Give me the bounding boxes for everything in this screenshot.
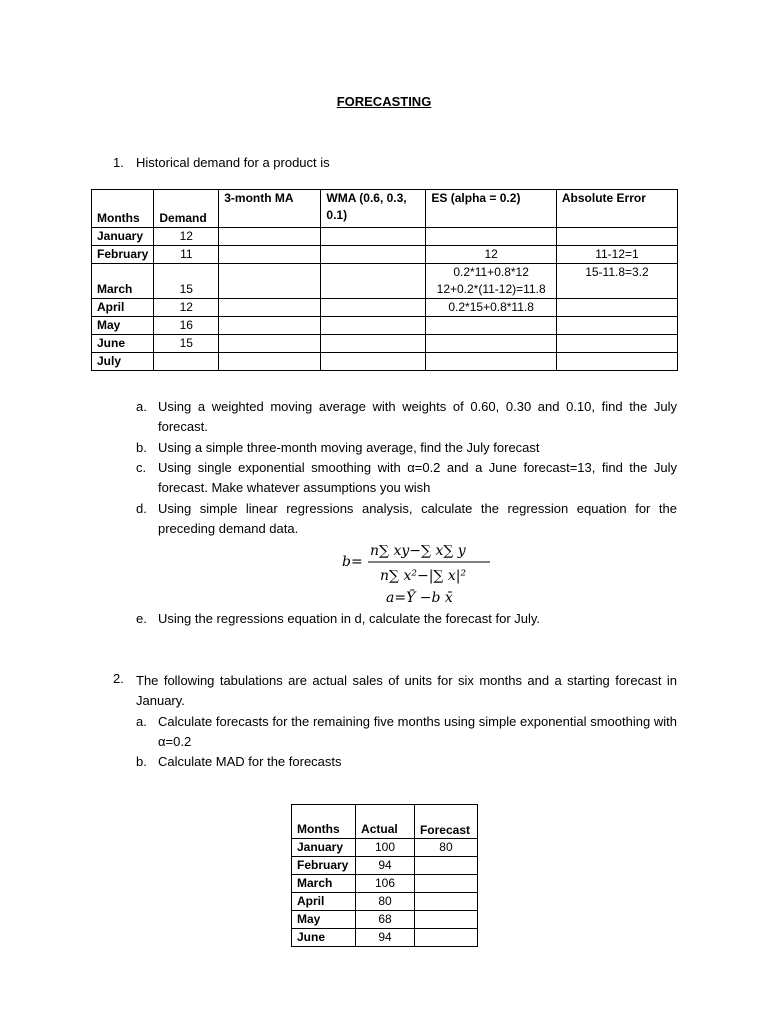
- page-title: FORECASTING: [336, 94, 432, 109]
- header-actual: Actual: [356, 805, 415, 839]
- table-row: [92, 299, 678, 317]
- cell-actual: 94: [356, 857, 415, 875]
- item-label: a.: [136, 714, 147, 729]
- table-row: [292, 857, 478, 875]
- cell-error: [556, 299, 677, 317]
- cell-month: June: [92, 335, 154, 353]
- item-text: Calculate forecasts for the remaining five months using simple exponential smoothing with α=0.2: [158, 714, 677, 749]
- header-wma: WMA (0.6, 0.3, 0.1): [321, 190, 426, 228]
- table-row: [92, 228, 678, 246]
- q1-demand-table: [91, 189, 678, 371]
- cell-month: June: [292, 929, 356, 947]
- header-months: Months: [292, 805, 356, 839]
- cell-es: 0.2*15+0.8*11.8: [426, 299, 556, 317]
- cell-actual: 100: [356, 839, 415, 857]
- cell-month: March: [92, 264, 154, 299]
- cell-error: [556, 228, 677, 246]
- cell-forecast: 80: [414, 839, 477, 857]
- q1-item-b: [136, 438, 677, 458]
- cell-ma: [219, 264, 321, 299]
- header-forecast: Forecast: [414, 805, 477, 839]
- cell-actual: 94: [356, 929, 415, 947]
- cell-wma: [321, 317, 426, 335]
- cell-actual: 68: [356, 911, 415, 929]
- cell-month: April: [92, 299, 154, 317]
- table-row: [292, 911, 478, 929]
- cell-forecast: [414, 929, 477, 947]
- cell-error: 11-12=1: [556, 246, 677, 264]
- table-row: [92, 246, 678, 264]
- cell-month: March: [292, 875, 356, 893]
- cell-es: [426, 335, 556, 353]
- header-absolute-error: Absolute Error: [556, 190, 677, 228]
- header-3-month-ma: 3-month MA: [219, 190, 321, 228]
- q2-number: 2.: [113, 671, 124, 686]
- table-row: [92, 353, 678, 371]
- table-row: [292, 875, 478, 893]
- q1-item-d: [136, 499, 677, 539]
- q1-number: 1.: [113, 155, 124, 170]
- cell-es: [426, 317, 556, 335]
- cell-demand: 15: [154, 264, 219, 299]
- cell-month: January: [292, 839, 356, 857]
- cell-month: April: [292, 893, 356, 911]
- cell-es: [426, 228, 556, 246]
- q2-item-b: [136, 752, 677, 772]
- q1-item-a: [136, 397, 677, 437]
- cell-actual: 80: [356, 893, 415, 911]
- item-label: b.: [136, 440, 147, 455]
- cell-demand: 12: [154, 228, 219, 246]
- table-row: [92, 264, 678, 299]
- cell-wma: [321, 228, 426, 246]
- item-text: Calculate MAD for the forecasts: [158, 754, 342, 769]
- q2-sales-table: [291, 804, 478, 947]
- q1-text: Historical demand for a product is: [136, 155, 330, 170]
- cell-ma: [219, 228, 321, 246]
- cell-es: 12: [426, 246, 556, 264]
- svg-text:a=Ȳ −b x̄: a=Ȳ −b x̄: [386, 590, 453, 606]
- cell-forecast: [414, 893, 477, 911]
- cell-ma: [219, 299, 321, 317]
- es-line-1: 0.2*11+0.8*12: [453, 265, 529, 279]
- item-label: b.: [136, 754, 147, 769]
- cell-forecast: [414, 911, 477, 929]
- cell-demand: 15: [154, 335, 219, 353]
- q2-item-a: [136, 712, 677, 752]
- q2-text: The following tabulations are actual sales of units for six months and a starting forecast in January.: [136, 673, 677, 708]
- svg-text:n∑ x²−|∑ x|²: n∑ x²−|∑ x|²: [380, 568, 467, 584]
- cell-es: [426, 264, 556, 299]
- header-es: ES (alpha = 0.2): [426, 190, 556, 228]
- table-row: [292, 839, 478, 857]
- svg-text:b=: b=: [342, 554, 363, 570]
- cell-forecast: [414, 857, 477, 875]
- cell-demand: [154, 353, 219, 371]
- header-demand: Demand: [154, 190, 219, 228]
- cell-error: [556, 317, 677, 335]
- item-label: d.: [136, 501, 147, 516]
- cell-ma: [219, 353, 321, 371]
- cell-month: February: [92, 246, 154, 264]
- regression-formula-b: [340, 538, 500, 608]
- cell-ma: [219, 246, 321, 264]
- es-line-2: 12+0.2*(11-12)=11.8: [436, 282, 546, 296]
- cell-month: January: [92, 228, 154, 246]
- cell-ma: [219, 317, 321, 335]
- cell-demand: 16: [154, 317, 219, 335]
- item-text: Using a weighted moving average with weights of 0.60, 0.30 and 0.10, find the July forecast.: [158, 399, 677, 434]
- header-months: Months: [92, 190, 154, 228]
- cell-actual: 106: [356, 875, 415, 893]
- item-text: Using a simple three-month moving average, find the July forecast: [158, 440, 540, 455]
- table-row: [92, 335, 678, 353]
- q1-item-c: [136, 458, 677, 498]
- table-row: [92, 317, 678, 335]
- cell-wma: [321, 335, 426, 353]
- cell-wma: [321, 246, 426, 264]
- q1-item-e: [136, 609, 677, 629]
- cell-month: May: [292, 911, 356, 929]
- item-label: c.: [136, 460, 147, 475]
- cell-wma: [321, 264, 426, 299]
- cell-error: [556, 353, 677, 371]
- cell-month: July: [92, 353, 154, 371]
- cell-wma: [321, 353, 426, 371]
- item-label: e.: [136, 611, 147, 626]
- item-text: Using simple linear regressions analysis, calculate the regression equation for the preceding demand data.: [158, 501, 677, 536]
- item-text: Using single exponential smoothing with α=0.2 and a June forecast=13, find the July forecast. Make whatever assumptions you wish: [158, 460, 677, 495]
- cell-demand: 12: [154, 299, 219, 317]
- cell-demand: 11: [154, 246, 219, 264]
- cell-month: February: [292, 857, 356, 875]
- cell-error: 15-11.8=3.2: [556, 264, 677, 299]
- svg-text:n∑ xy−∑ x∑ y: n∑ xy−∑ x∑ y: [370, 543, 466, 559]
- cell-month: May: [92, 317, 154, 335]
- cell-forecast: [414, 875, 477, 893]
- table-row: [292, 929, 478, 947]
- cell-error: [556, 335, 677, 353]
- cell-wma: [321, 299, 426, 317]
- table-row: [292, 893, 478, 911]
- item-label: a.: [136, 399, 147, 414]
- cell-ma: [219, 335, 321, 353]
- cell-es: [426, 353, 556, 371]
- item-text: Using the regressions equation in d, calculate the forecast for July.: [158, 611, 541, 626]
